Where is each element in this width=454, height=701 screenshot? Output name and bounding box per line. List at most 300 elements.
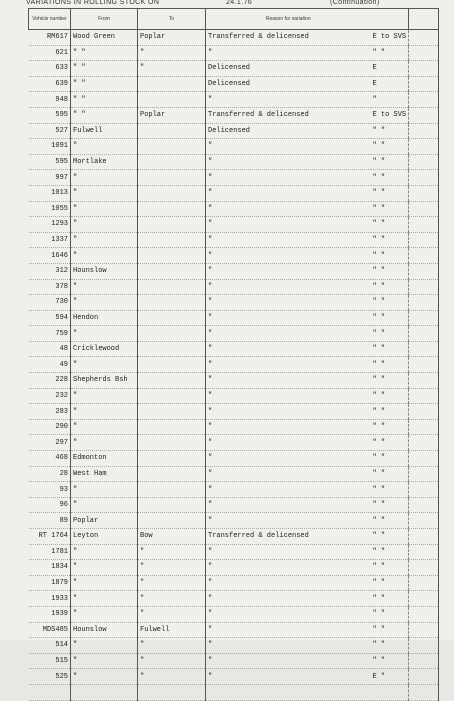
from-cell: " <box>71 217 138 233</box>
from-cell: " <box>71 575 138 591</box>
reason-cell: " <box>206 497 371 513</box>
to-cell <box>138 295 206 311</box>
vehicle-number-cell: 948 <box>29 92 71 108</box>
reason-cell: " <box>206 419 371 435</box>
remark-cell: " " <box>371 482 409 498</box>
to-cell <box>138 76 206 92</box>
reason-cell: " <box>206 591 371 607</box>
to-cell: Bow <box>138 529 206 545</box>
to-cell <box>138 154 206 170</box>
remark-cell: " " <box>371 622 409 638</box>
reason-cell: " <box>206 45 371 61</box>
table-row <box>29 435 439 451</box>
to-cell: " <box>138 575 206 591</box>
remark-cell: " " <box>371 373 409 389</box>
reason-cell: " <box>206 466 371 482</box>
blank-cell <box>409 435 439 451</box>
from-cell: " <box>71 497 138 513</box>
to-cell <box>138 310 206 326</box>
remark-cell: " " <box>371 638 409 654</box>
table-row <box>29 30 439 46</box>
from-cell: " <box>71 560 138 576</box>
from-cell: " <box>71 279 138 295</box>
blank-cell <box>409 92 439 108</box>
blank-cell <box>409 388 439 404</box>
reason-cell: " <box>206 310 371 326</box>
table-row <box>29 638 439 654</box>
blank-cell <box>409 606 439 622</box>
table-row <box>29 45 439 61</box>
blank-cell <box>409 591 439 607</box>
table-row <box>29 497 439 513</box>
vehicle-number-cell: 639 <box>29 76 71 92</box>
from-cell: West Ham <box>71 466 138 482</box>
col-extra-2 <box>409 9 439 30</box>
vehicle-number-cell: 1933 <box>29 591 71 607</box>
vehicle-number-cell: 515 <box>29 653 71 669</box>
to-cell: " <box>138 45 206 61</box>
remark-cell: " " <box>371 310 409 326</box>
remark-cell: " " <box>371 435 409 451</box>
remark-cell: " " <box>371 513 409 529</box>
vehicle-number-cell: 1293 <box>29 217 71 233</box>
vehicle-number-cell: MDS485 <box>29 622 71 638</box>
vehicle-number-cell: 621 <box>29 45 71 61</box>
to-cell <box>138 341 206 357</box>
remark-cell: " " <box>371 575 409 591</box>
vehicle-number-cell: 89 <box>29 513 71 529</box>
vehicle-number-cell: 594 <box>29 310 71 326</box>
table-row <box>29 61 439 77</box>
remark-cell: E to SVS <box>371 30 409 46</box>
vehicle-number-cell: 48 <box>29 341 71 357</box>
from-cell <box>71 684 138 700</box>
vehicle-number-cell: 290 <box>29 419 71 435</box>
to-cell: Poplar <box>138 30 206 46</box>
to-cell <box>138 248 206 264</box>
reason-cell: " <box>206 482 371 498</box>
remark-cell: " " <box>371 295 409 311</box>
from-cell: " <box>71 185 138 201</box>
to-cell <box>138 435 206 451</box>
to-cell <box>138 185 206 201</box>
to-cell <box>138 466 206 482</box>
vehicle-number-cell: 228 <box>29 373 71 389</box>
vehicle-number-cell: 1055 <box>29 201 71 217</box>
reason-cell <box>206 684 371 700</box>
table-body <box>29 30 439 701</box>
reason-cell: " <box>206 451 371 467</box>
blank-cell <box>409 404 439 420</box>
to-cell <box>138 419 206 435</box>
to-cell <box>138 92 206 108</box>
table-row <box>29 653 439 669</box>
vehicle-number-cell: 759 <box>29 326 71 342</box>
vehicle-number-cell: 595 <box>29 107 71 123</box>
from-cell: " <box>71 419 138 435</box>
blank-cell <box>409 185 439 201</box>
table-row <box>29 217 439 233</box>
table-row <box>29 388 439 404</box>
remark-cell: E to SVS <box>371 107 409 123</box>
blank-cell <box>409 513 439 529</box>
vehicle-number-cell: 93 <box>29 482 71 498</box>
vehicle-number-cell: 1879 <box>29 575 71 591</box>
blank-cell <box>409 154 439 170</box>
blank-cell <box>409 217 439 233</box>
remark-cell: " " <box>371 279 409 295</box>
to-cell <box>138 139 206 155</box>
reason-cell: " <box>206 435 371 451</box>
reason-cell: " <box>206 217 371 233</box>
table-row <box>29 326 439 342</box>
from-cell: Cricklewood <box>71 341 138 357</box>
blank-cell <box>409 326 439 342</box>
remark-cell: " " <box>371 185 409 201</box>
to-cell <box>138 201 206 217</box>
table-row <box>29 279 439 295</box>
vehicle-number-cell: 1337 <box>29 232 71 248</box>
reason-cell: " <box>206 669 371 685</box>
blank-cell <box>409 622 439 638</box>
to-cell: " <box>138 653 206 669</box>
to-cell <box>138 123 206 139</box>
blank-cell <box>409 107 439 123</box>
reason-cell: " <box>206 622 371 638</box>
from-cell: " <box>71 357 138 373</box>
table-row <box>29 139 439 155</box>
table-row <box>29 248 439 264</box>
col-reason: Reason for variation <box>206 9 371 30</box>
blank-cell <box>409 279 439 295</box>
from-cell: Mortlake <box>71 154 138 170</box>
from-cell: " " <box>71 92 138 108</box>
to-cell <box>138 482 206 498</box>
col-vehicle-number: Vehicle number <box>29 9 71 30</box>
vehicle-number-cell: 1091 <box>29 139 71 155</box>
blank-cell <box>409 263 439 279</box>
from-cell: Fulwell <box>71 123 138 139</box>
blank-cell <box>409 482 439 498</box>
remark-cell: " " <box>371 248 409 264</box>
reason-cell: " <box>206 185 371 201</box>
from-cell: " " <box>71 61 138 77</box>
page-header <box>0 0 454 8</box>
col-from: From <box>71 9 138 30</box>
remark-cell: " " <box>371 404 409 420</box>
reason-cell: " <box>206 341 371 357</box>
blank-cell <box>409 139 439 155</box>
from-cell: " <box>71 591 138 607</box>
table-row <box>29 170 439 186</box>
remark-cell: " " <box>371 326 409 342</box>
remark-cell: E <box>371 76 409 92</box>
blank-cell <box>409 653 439 669</box>
table-row <box>29 451 439 467</box>
vehicle-number-cell: 1781 <box>29 544 71 560</box>
reason-cell: " <box>206 653 371 669</box>
remark-cell: E <box>371 61 409 77</box>
blank-cell <box>409 419 439 435</box>
vehicle-number-cell: 730 <box>29 295 71 311</box>
blank-cell <box>409 560 439 576</box>
remark-cell: " " <box>371 170 409 186</box>
blank-cell <box>409 357 439 373</box>
reason-cell: " <box>206 92 371 108</box>
from-cell: " " <box>71 107 138 123</box>
remark-cell: " " <box>371 154 409 170</box>
reason-cell: Delicensed <box>206 123 371 139</box>
remark-cell: " " <box>371 544 409 560</box>
remark-cell: " " <box>371 341 409 357</box>
table-row <box>29 466 439 482</box>
variations-table <box>28 8 439 701</box>
vehicle-number-cell: 96 <box>29 497 71 513</box>
reason-cell: " <box>206 248 371 264</box>
to-cell <box>138 232 206 248</box>
reason-cell: " <box>206 154 371 170</box>
table-row <box>29 419 439 435</box>
remark-cell: " " <box>371 232 409 248</box>
to-cell <box>138 326 206 342</box>
blank-cell <box>409 669 439 685</box>
blank-cell <box>409 451 439 467</box>
remark-cell: " " <box>371 388 409 404</box>
from-cell: " <box>71 544 138 560</box>
remark-cell: " " <box>371 451 409 467</box>
blank-cell <box>409 295 439 311</box>
remark-cell <box>371 684 409 700</box>
vehicle-number-cell: 232 <box>29 388 71 404</box>
blank-cell <box>409 61 439 77</box>
table-row <box>29 123 439 139</box>
table-row <box>29 341 439 357</box>
remark-cell: " " <box>371 560 409 576</box>
blank-cell <box>409 201 439 217</box>
to-cell <box>138 357 206 373</box>
table-row <box>29 513 439 529</box>
vehicle-number-cell: 28 <box>29 466 71 482</box>
from-cell: Poplar <box>71 513 138 529</box>
vehicle-number-cell: 633 <box>29 61 71 77</box>
from-cell: " <box>71 139 138 155</box>
table-row <box>29 357 439 373</box>
to-cell <box>138 263 206 279</box>
reason-cell: " <box>206 513 371 529</box>
remark-cell: " " <box>371 419 409 435</box>
reason-cell: " <box>206 357 371 373</box>
blank-cell <box>409 76 439 92</box>
to-cell <box>138 217 206 233</box>
blank-cell <box>409 30 439 46</box>
to-cell <box>138 684 206 700</box>
reason-cell: " <box>206 544 371 560</box>
reason-cell: " <box>206 388 371 404</box>
blank-cell <box>409 529 439 545</box>
from-cell: " " <box>71 76 138 92</box>
table-row <box>29 404 439 420</box>
table-row <box>29 232 439 248</box>
blank-cell <box>409 170 439 186</box>
from-cell: " <box>71 201 138 217</box>
vehicle-number-cell: 514 <box>29 638 71 654</box>
vehicle-number-cell: 283 <box>29 404 71 420</box>
from-cell: " <box>71 388 138 404</box>
header-date: 24.1.76 <box>226 0 253 6</box>
to-cell <box>138 513 206 529</box>
table-row <box>29 107 439 123</box>
to-cell <box>138 373 206 389</box>
col-extra-1 <box>371 9 409 30</box>
reason-cell: " <box>206 201 371 217</box>
from-cell: Edmonton <box>71 451 138 467</box>
remark-cell: " " <box>371 217 409 233</box>
from-cell: " <box>71 295 138 311</box>
vehicle-number-cell <box>29 684 71 700</box>
reason-cell: " <box>206 326 371 342</box>
reason-cell: " <box>206 295 371 311</box>
from-cell: Wood Green <box>71 30 138 46</box>
to-cell: " <box>138 669 206 685</box>
vehicle-number-cell: 312 <box>29 263 71 279</box>
blank-cell <box>409 123 439 139</box>
remark-cell: " " <box>371 263 409 279</box>
remark-cell: " " <box>371 591 409 607</box>
from-cell: " <box>71 435 138 451</box>
to-cell <box>138 404 206 420</box>
to-cell <box>138 451 206 467</box>
from-cell: Hounslow <box>71 622 138 638</box>
header-continuation: (Continuation) <box>330 0 380 6</box>
vehicle-number-cell: 595 <box>29 154 71 170</box>
table-row <box>29 310 439 326</box>
to-cell: Poplar <box>138 107 206 123</box>
table-row <box>29 591 439 607</box>
table-row <box>29 544 439 560</box>
reason-cell: " <box>206 232 371 248</box>
header-title: VARIATIONS IN ROLLING STOCK ON <box>26 0 160 6</box>
from-cell: " <box>71 326 138 342</box>
vehicle-number-cell: 997 <box>29 170 71 186</box>
to-cell: " <box>138 638 206 654</box>
vehicle-number-cell: 1834 <box>29 560 71 576</box>
to-cell: Fulwell <box>138 622 206 638</box>
reason-cell: " <box>206 575 371 591</box>
vehicle-number-cell: 378 <box>29 279 71 295</box>
vehicle-number-cell: 1939 <box>29 606 71 622</box>
table-row <box>29 92 439 108</box>
remark-cell: " " <box>371 201 409 217</box>
blank-cell <box>409 684 439 700</box>
blank-cell <box>409 248 439 264</box>
vehicle-number-cell: 527 <box>29 123 71 139</box>
vehicle-number-cell: 525 <box>29 669 71 685</box>
reason-cell: " <box>206 560 371 576</box>
from-cell: " <box>71 482 138 498</box>
reason-cell: " <box>206 404 371 420</box>
from-cell: " <box>71 170 138 186</box>
from-cell: " <box>71 248 138 264</box>
reason-cell: " <box>206 279 371 295</box>
from-cell: " <box>71 638 138 654</box>
remark-cell: " " <box>371 466 409 482</box>
from-cell: " <box>71 669 138 685</box>
reason-cell: " <box>206 373 371 389</box>
from-cell: Shepherds Bsh <box>71 373 138 389</box>
reason-cell: " <box>206 170 371 186</box>
table-row <box>29 560 439 576</box>
table-row <box>29 185 439 201</box>
table-row <box>29 606 439 622</box>
reason-cell: " <box>206 606 371 622</box>
vehicle-number-cell: 49 <box>29 357 71 373</box>
blank-cell <box>409 575 439 591</box>
col-to: To <box>138 9 206 30</box>
reason-cell: " <box>206 638 371 654</box>
table-row <box>29 622 439 638</box>
remark-cell: " " <box>371 45 409 61</box>
to-cell: " <box>138 591 206 607</box>
table-row <box>29 575 439 591</box>
table-row <box>29 263 439 279</box>
to-cell <box>138 497 206 513</box>
vehicle-number-cell: 1013 <box>29 185 71 201</box>
table-row <box>29 684 439 700</box>
table-row <box>29 373 439 389</box>
reason-cell: " <box>206 263 371 279</box>
remark-cell: E " <box>371 669 409 685</box>
from-cell: " <box>71 606 138 622</box>
vehicle-number-cell: 468 <box>29 451 71 467</box>
reason-cell: Delicensed <box>206 61 371 77</box>
to-cell <box>138 388 206 404</box>
from-cell: " <box>71 232 138 248</box>
reason-cell: Transferred & delicensed <box>206 529 371 545</box>
to-cell: " <box>138 606 206 622</box>
to-cell: " <box>138 544 206 560</box>
table-row <box>29 201 439 217</box>
table-header-row <box>29 9 439 30</box>
blank-cell <box>409 638 439 654</box>
blank-cell <box>409 45 439 61</box>
to-cell <box>138 170 206 186</box>
blank-cell <box>409 341 439 357</box>
blank-cell <box>409 497 439 513</box>
blank-cell <box>409 310 439 326</box>
from-cell: " " <box>71 45 138 61</box>
to-cell <box>138 279 206 295</box>
remark-cell: " " <box>371 529 409 545</box>
remark-cell: " " <box>371 653 409 669</box>
table-row <box>29 482 439 498</box>
remark-cell: " " <box>371 606 409 622</box>
blank-cell <box>409 232 439 248</box>
reason-cell: " <box>206 139 371 155</box>
table-row <box>29 669 439 685</box>
blank-cell <box>409 544 439 560</box>
vehicle-number-cell: 1646 <box>29 248 71 264</box>
remark-cell: " " <box>371 123 409 139</box>
remark-cell: " " <box>371 357 409 373</box>
remark-cell: " " <box>371 497 409 513</box>
remark-cell: " " <box>371 139 409 155</box>
blank-cell <box>409 373 439 389</box>
reason-cell: Transferred & delicensed <box>206 30 371 46</box>
vehicle-number-cell: RM617 <box>29 30 71 46</box>
reason-cell: Transferred & delicensed <box>206 107 371 123</box>
from-cell: " <box>71 653 138 669</box>
blank-cell <box>409 466 439 482</box>
